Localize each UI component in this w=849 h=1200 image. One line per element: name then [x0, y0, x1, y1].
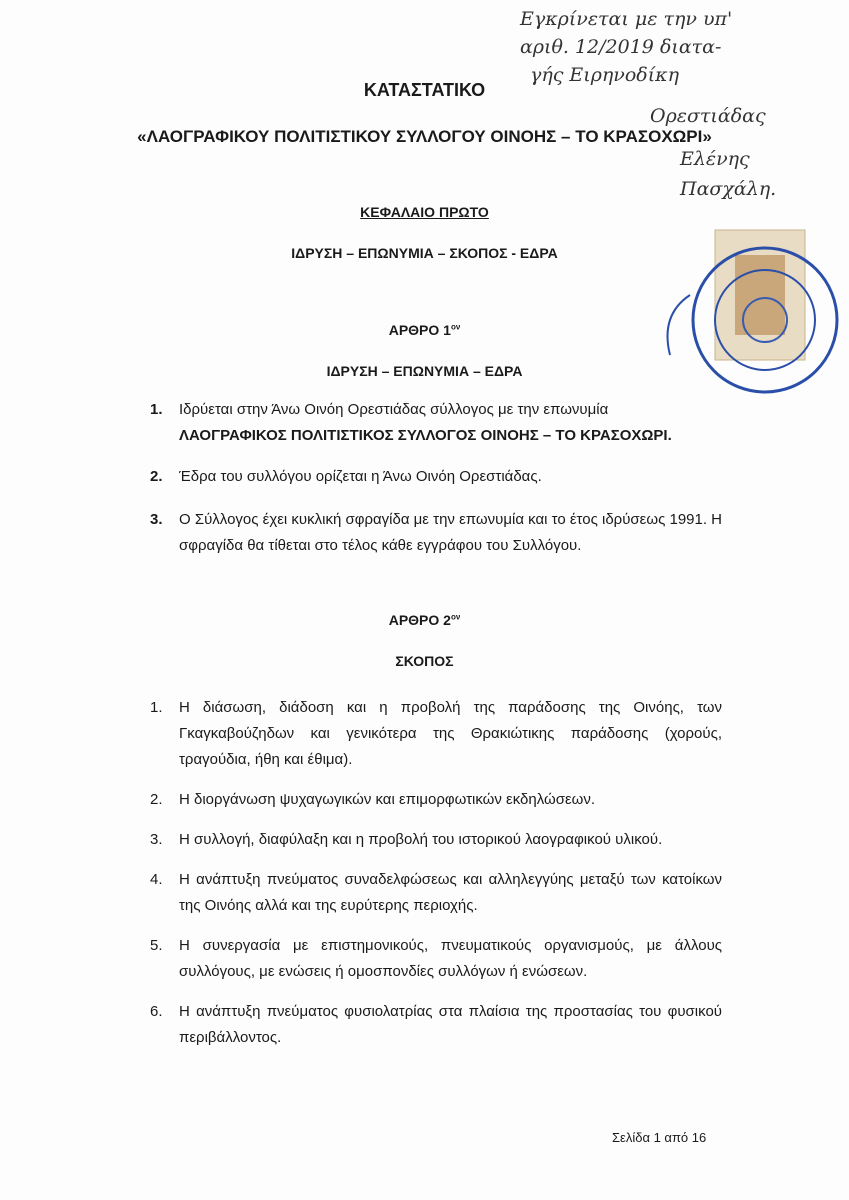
article-1-item: 1. Ιδρύεται στην Άνω Οινόη Ορεστιάδας σύλλογος με την επωνυμία ΛΑΟΓΡΑΦΙΚΟΣ ΠΟΛΙΤΙΣΤΙΚΟΣ ΣΥΛΛΟΓΟΣ ΟΙΝΟΗΣ – ΤΟ ΚΡΑΣΟΧΩΡΙ. [150, 401, 672, 444]
page-number: Σελίδα 1 από 16 [612, 1130, 707, 1145]
article-2-item: 4. Η ανάπτυξη πνεύματος συναδελφώσεως και αλληλεγγύης μεταξύ των κατοίκων της Οινόης αλλά και της ευρύτερης περιοχής. [150, 871, 722, 914]
article-2-item: 3. Η συλλογή, διαφύλαξη και η προβολή του ιστορικού λαογραφικού υλικού. [150, 831, 663, 848]
article-2-item: 2. Η διοργάνωση ψυχαγωγικών και επιμορφωτικών εκδηλώσεων. [150, 791, 596, 808]
document-title: ΚΑΤΑΣΤΑΤΙΚΟ [363, 80, 486, 100]
article-2-item: 1. Η διάσωση, διάδοση και η προβολή της παράδοσης της Οινόης, των Γκαγκαβούζηδων και γενικότερα της Θρακιώτικης παράδοσης (χορούς, τραγούδια, ήθη και έθιμα). [150, 699, 722, 768]
document-subtitle: «ΛΑΟΓΡΑΦΙΚΟΥ ΠΟΛΙΤΙΣΤΙΚΟΥ ΣΥΛΛΟΓΟΥ ΟΙΝΟΗΣ – ΤΟ ΚΡΑΣΟΧΩΡΙ» [137, 127, 712, 146]
article-1-item: 3. Ο Σύλλογος έχει κυκλική σφραγίδα με την επωνυμία και το έτος ιδρύσεως 1991. Η σφραγίδα θα τίθεται στο τέλος κάθε εγγράφου του Συλλόγου. [150, 511, 723, 554]
article-2-item: 5. Η συνεργασία με επιστημονικούς, πνευματικούς οργανισμούς, με άλλους συλλόγους, με ενώσεις ή ομοσπονδίες συλλόγων ή ενώσεων. [150, 937, 722, 980]
article-1-item: 2. Έδρα του συλλόγου ορίζεται η Άνω Οινόη Ορεστιάδας. [150, 468, 542, 485]
chapter-heading: ΚΕΦΑΛΑΙΟ ΠΡΩΤΟ [360, 204, 489, 220]
article-2-subheading: ΣΚΟΠΟΣ [395, 653, 454, 669]
article-2-heading: ΑΡΘΡΟ $2^{o\nu}$ [388, 612, 461, 628]
article-1-heading: ΑΡΘΡΟ $1^{o\nu}$ [388, 322, 461, 338]
article-2-item: 6. Η ανάπτυξη πνεύματος φυσιολατρίας στα πλαίσια της προστασίας του φυσικού περιβάλλοντος. [150, 1003, 722, 1046]
article-1-subheading: ΙΔΡΥΣΗ – ΕΠΩΝΥΜΙΑ – ΕΔΡΑ [326, 363, 523, 379]
document-page: ΚΑΤΑΣΤΑΤΙΚΟ «ΛΑΟΓΡΑΦΙΚΟΥ ΠΟΛΙΤΙΣΤΙΚΟΥ ΣΥΛΛΟΓΟΥ ΟΙΝΟΗΣ – ΤΟ ΚΡΑΣΟΧΩΡΙ» Εγκρίνεται με την υπ' αριθ. 12/2019 διατα- γής Ειρηνοδίκη Ορεστιάδας Ελένης Πασχάλη. ΚΕΦΑΛΑΙΟ ΠΡΩΤΟ ΙΔΡΥΣΗ – ΕΠΩΝΥΜΙΑ – ΣΚΟΠΟΣ - ΕΔΡΑ ΑΡΘΡΟ $1^{o\nu}$ ΙΔΡΥΣΗ – ΕΠΩΝΥΜΙΑ – ΕΔΡΑ 1. Ιδρύεται στην Άνω Οινόη Ορεστιάδας σύλλογος με την επωνυμία ΛΑΟΓΡΑΦΙΚΟΣ ΠΟΛΙΤΙΣΤΙΚΟΣ ΣΥΛΛΟΓΟΣ ΟΙΝΟΗΣ – ΤΟ ΚΡΑΣΟΧΩΡΙ. 2. Έδρα του συλλόγου ορίζεται η Άνω Οινόη Ορεστιάδας. 3. Ο Σύλλογος έχει κυκλική σφραγίδα με την επωνυμία και το έτος ιδρύσεως 1991. Η σφραγίδα θα τίθεται στο τέλος κάθε εγγράφου του Συλλόγου. ΑΡΘΡΟ $2^{o\nu}$ ΣΚΟΠΟΣ 1. Η διάσωση, διάδοση και η προβολή της παράδοσης της Οινόης, των Γκαγκαβούζηδων και γενικότερα της Θρακιώτικης παράδοσης (χορούς, τραγούδια, ήθη και έθιμα). 2. Η διοργάνωση ψυχαγωγικών και επιμορφωτικών εκδηλώσεων. 3. Η συλλογή, διαφύλαξη και η προβολή του ιστορικού λαογραφικού υλικού. 4. Η ανάπτυξη πνεύματος συναδελφώσεως και αλληλεγγύης μεταξύ των κατοίκων της Οινόης αλλά και της ευρύτερης περιοχής. 5. Η συνεργασία με επιστημονικούς, πνευματικούς οργανισμούς, με άλλους συλλόγους, με ενώσεις ή ομοσπονδίες συλλόγων ή ενώσεων. 6. Η ανάπτυξη πνεύματος φυσιολατρίας στα πλαίσια της προστασίας του φυσικού περιβάλλοντος. Σελίδα 1 από 16 [0, 0, 849, 1200]
chapter-subtitle: ΙΔΡΥΣΗ – ΕΠΩΝΥΜΙΑ – ΣΚΟΠΟΣ - ΕΔΡΑ [291, 245, 558, 261]
